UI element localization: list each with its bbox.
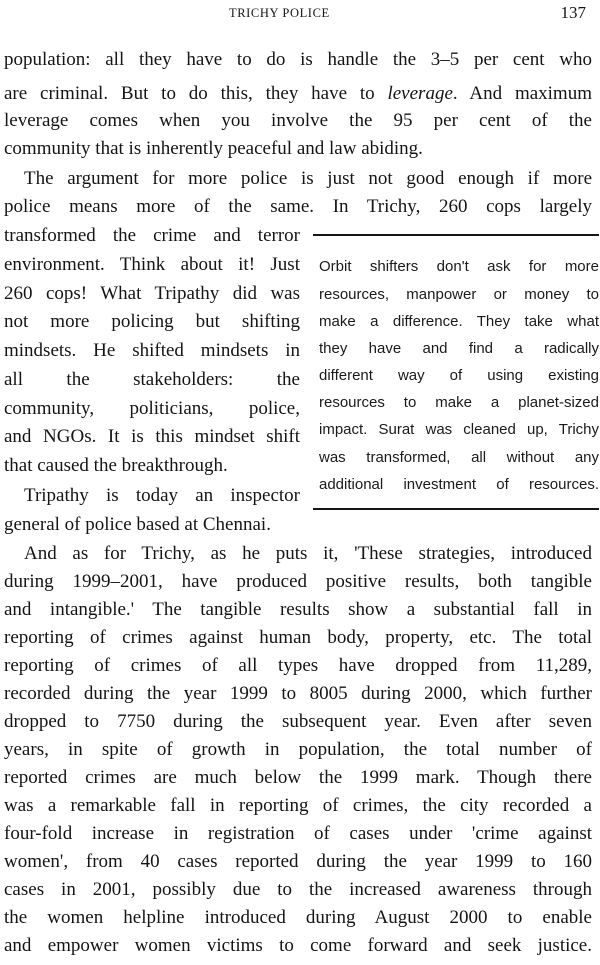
- body-line: four-fold increase in registration of cases under 'crime against: [4, 823, 592, 844]
- body-text: . And maximum: [452, 83, 592, 104]
- pull-quote-line: impact. Surat was cleaned up, Trichy: [319, 421, 599, 438]
- body-line: dropped to 7750 during the subsequent year. Even after seven: [4, 711, 592, 732]
- body-line: and empower women victims to come forward and seek justice.: [4, 935, 592, 956]
- pull-quote-line: resources to make a planet-sized: [319, 394, 599, 411]
- pull-quote-line: Orbit shifters don't ask for more: [319, 258, 599, 275]
- pull-quote: [313, 234, 599, 510]
- body-line: leverage comes when you involve the 95 per cent of the: [4, 110, 592, 131]
- body-line: population: all they have to do is handle the 3–5 per cent who: [4, 49, 592, 70]
- body-line: And as for Trichy, as he puts it, 'These strategies, introduced: [24, 543, 592, 564]
- body-line: reported crimes are much below the 1999 mark. Though there: [4, 767, 592, 788]
- body-line: Tripathy is today an inspector: [24, 485, 300, 506]
- body-text: are criminal. But to do this, they have to: [4, 83, 388, 104]
- pull-quote-line: make a difference. They take what: [319, 313, 599, 330]
- body-line: general of police based at Chennai.: [4, 514, 271, 535]
- body-line: and intangible.' The tangible results show a substantial fall in: [4, 599, 592, 620]
- body-line: the women helpline introduced during August 2000 to enable: [4, 907, 592, 928]
- body-line: cases in 2001, possibly due to the increased awareness through: [4, 879, 592, 900]
- page-header: [0, 3, 600, 23]
- pull-quote-bottom-rule: [313, 508, 599, 510]
- body-line: recorded during the year 1999 to 8005 during 2000, which further: [4, 683, 592, 704]
- pull-quote-top-rule: [313, 234, 599, 236]
- body-line: transformed the crime and terror: [4, 225, 300, 246]
- body-line: all the stakeholders: the: [4, 369, 300, 390]
- pull-quote-line: different way of using existing: [319, 367, 599, 384]
- pull-quote-line: was transformed, all without any: [319, 449, 599, 466]
- page-number: 137: [560, 3, 586, 22]
- body-line: reporting of crimes against human body, property, etc. The total: [4, 627, 592, 648]
- body-line: [4, 80, 592, 108]
- body-line: that caused the breakthrough.: [4, 455, 228, 476]
- body-line: and NGOs. It is this mindset shift: [4, 426, 300, 447]
- body-line: during 1999–2001, have produced positive results, both tangible: [4, 571, 592, 592]
- body-line: community that is inherently peaceful and law abiding.: [4, 138, 423, 159]
- pull-quote-line: additional investment of resources.: [319, 476, 599, 493]
- body-line: was a remarkable fall in reporting of crimes, the city recorded a: [4, 795, 592, 816]
- body-line: not more policing but shifting: [4, 311, 300, 332]
- pull-quote-line: they have and find a radically: [319, 340, 599, 357]
- body-line: police means more of the same. In Trichy, 260 cops largely: [4, 196, 592, 217]
- body-line: reporting of crimes of all types have dropped from 11,289,: [4, 655, 592, 676]
- body-line: The argument for more police is just not good enough if more: [24, 168, 592, 189]
- pull-quote-line: resources, manpower or money to: [319, 286, 599, 303]
- body-line: community, politicians, police,: [4, 398, 300, 419]
- body-line: years, in spite of growth in population, the total number of: [4, 739, 592, 760]
- body-line: 260 cops! What Tripathy did was: [4, 283, 300, 304]
- body-line: environment. Think about it! Just: [4, 254, 300, 275]
- emphasis-text: leverage: [387, 83, 453, 104]
- running-head: TRICHY POLICE: [229, 6, 330, 20]
- body-line: mindsets. He shifted mindsets in: [4, 340, 300, 361]
- body-line: women', from 40 cases reported during the year 1999 to 160: [4, 851, 592, 872]
